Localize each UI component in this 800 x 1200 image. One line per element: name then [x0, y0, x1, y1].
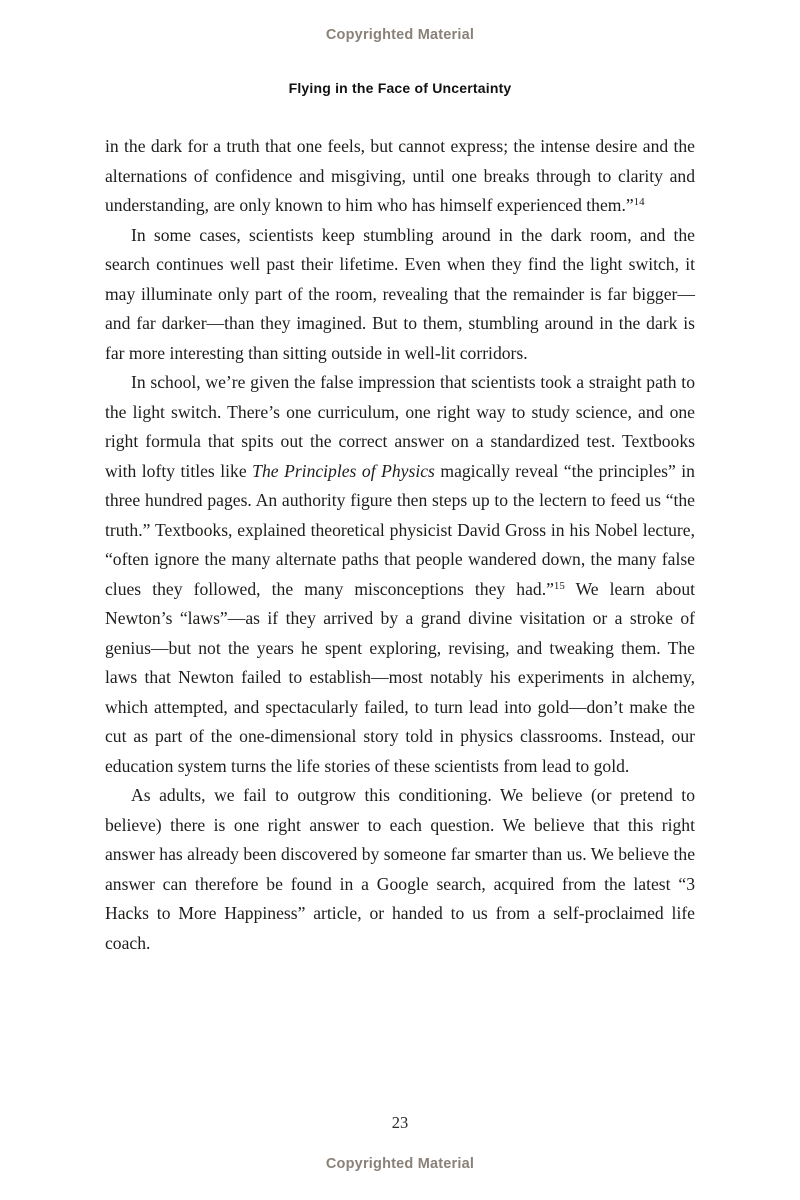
body-paragraph [105, 368, 695, 781]
page-number: 23 [391, 1113, 409, 1132]
body-paragraph [105, 221, 695, 369]
copyright-notice-top: Copyrighted Material [325, 27, 475, 43]
text-segment: In school, we’re given the false impression that scientists took a straight path to the light switch. There’s one curriculum, one right way to study science, and one right formula that spits out the correct answer on a standardized test. Textbooks with lofty titles like [105, 372, 695, 481]
copyright-notice-bottom: Copyrighted Material [325, 1156, 475, 1172]
running-header: Flying in the Face of Uncertainty [288, 80, 512, 96]
footnote-reference: 14 [633, 196, 645, 208]
footnote-reference: 15 [553, 579, 565, 592]
text-segment: We learn about Newton’s “laws”—as if they arrived by a grand divine visitation or a stroke of genius—but not the years he spent exploring, revising, and tweaking them. The laws that Newton failed to establish—most notably his experiments in alchemy, which attempted, and spectacularly failed, to turn lead into gold—don’t make the cut as part of the one-dimensional story told in physics classrooms. Instead, our education system turns the life stories of these scientists from lead to gold. [105, 578, 695, 776]
body-paragraph [105, 781, 695, 958]
body-paragraph [105, 132, 695, 221]
text-segment: In some cases, scientists keep stumbling around in the dark room, and the search continues well past their lifetime. Even when they find the light switch, it may illuminate only part of the room, revealing that the remainder is far bigger—and far darker—than they imagined. But to them, stumbling around in the dark is far more interesting than sitting outside in well-lit corridors. [105, 224, 695, 363]
book-title-italic: The Principles of Physics [252, 460, 435, 481]
body-text [105, 132, 695, 958]
text-segment: magically reveal “the principles” in three hundred pages. An authority figure then steps up to the lectern to feed us “the truth.” Textbooks, explained theoretical physicist David Gross in his Nobel lecture, “often ignore the many alternate paths that people wandered down, the many false clues they followed, the many misconceptions they had.” [105, 460, 695, 599]
text-segment: in the dark for a truth that one feels, but cannot express; the intense desire and the alternations of confidence and misgiving, until one breaks through to clarity and understanding, are only known to him who has himself experienced them.” [105, 136, 695, 215]
text-segment: As adults, we fail to outgrow this conditioning. We believe (or pretend to believe) there is one right answer to each question. We believe that this right answer has already been discovered by someone far smarter than us. We believe the answer can therefore be found in a Google search, acquired from the latest “3 Hacks to More Happiness” article, or handed to us from a self-proclaimed life coach. [105, 785, 695, 953]
